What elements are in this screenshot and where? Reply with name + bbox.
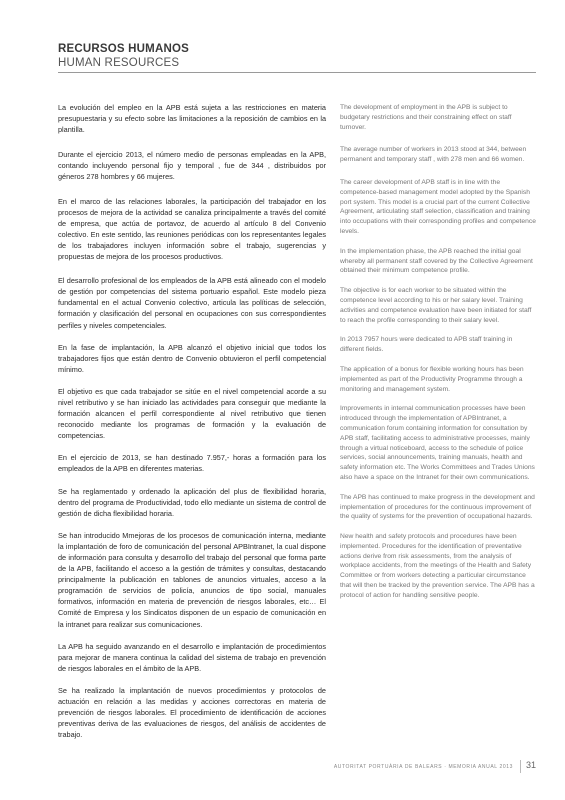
en-paragraph: In the implementation phase, the APB reached the initial goal whereby all permanent staff covered by the Collective Agreement obtained their minimum competence profile. [340, 247, 533, 275]
es-paragraph: Durante el ejercicio 2013, el número medio de personas empleadas en la APB, contando incluyendo personal fijo y temporal , fue de 344 , distribuidos por géneros 278 hombres y 66 mujeres. [58, 150, 326, 182]
en-paragraph: The career development of APB staff is in line with the competence-based management model adopted by the Spanish port system. This model is a crucial part of the current Collective Agreement, articulating staff selection, classification and training into occupations with their corresponding profiles and competence levels. [340, 178, 536, 235]
page-number: 31 [526, 760, 537, 770]
english-column [340, 103, 536, 601]
en-paragraph: New health and safety protocols and procedures have been implemented. Procedures for the identification of preventative actions derive from risk assessments, from the analysis of workplace accidents, from the meetings of the Health and Safety Committee or from workers detecting a particular circumstance that will then be tracked by the prevention service. The APB has a protocol of action for handling sensitive people. [340, 533, 535, 599]
es-paragraph: La APB ha seguido avanzando en el desarrollo e implantación de procedimientos para mejorar de manera continua la calidad del sistema de trabajo en prevención de riesgos laborales en el ámbito de la APB. [58, 641, 326, 673]
es-paragraph: En el marco de las relaciones laborales, la participación del trabajador en los procesos de mejora de la actividad se canaliza principalmente a través del comité de empresa, que actúa de portavoz, de acuerdo al artículo 8 del Convenio colectivo. En este sentido, las reuniones periódicas con los representantes legales de los trabajadores incluyen información sobre el trabajo, sugerencias y propuestas de mejora de los procesos productivos. [58, 196, 326, 262]
en-paragraph: The objective is for each worker to be situated within the competence level according to his or her salary level. Training activities and competence evaluation have been initiated for staff to reach the profile corresponding to their salary level. [340, 287, 532, 324]
section-title: RECURSOS HUMANOS [58, 43, 189, 55]
es-paragraph: El desarrollo profesional de los empleados de la APB está alineado con el modelo de gestión por competencias del sistema portuario español. Este modelo pieza fundamental en el actual Convenio colectivo, articula las políticas de selección, formación y clasificación del personal en ocupaciones con sus correspondientes perfiles y niveles competenciales. [58, 276, 326, 330]
en-paragraph: The application of a bonus for flexible working hours has been implemented as part of the Productivity Programme through a monitoring and management system. [340, 365, 524, 393]
en-paragraph: Improvements in internal communication processes have been introduced through the implementation of APBIntranet, a communication forum containing information for consultation by APB staff, facilitating access to administrative processes, mainly through a virtual noticeboard, access to the schedule of police services, social announcements, training manuals, health and safety information etc. The Works Committees and Trades Unions also have a space on the Intranet for their own communications. [340, 405, 535, 481]
footer-label: AUTORITAT PORTUÀRIA DE BALEARS · MEMORIA ANUAL 2013 [333, 764, 513, 770]
es-paragraph: Se ha reglamentado y ordenado la aplicación del plus de flexibilidad horaria, dentro del programa de Productividad, todo ello mediante un sistema de control de gestión de dicha flexibilidad horaria. [58, 486, 326, 518]
header-divider [58, 72, 536, 73]
en-paragraph: The APB has continued to make progress in the development and implementation of procedures for the continuous improvement of the quality of systems for the prevention of occupational hazards. [340, 493, 535, 521]
spanish-column [58, 102, 326, 740]
en-paragraph: The average number of workers in 2013 stood at 344, between permanent and temporary staff , with 278 men and 66 women. [340, 146, 527, 164]
en-paragraph: The development of employment in the APB is subject to budgetary restrictions and their constraining effect on staff turnover. [340, 104, 512, 131]
es-paragraph: Se ha realizado la implantación de nuevos procedimientos y protocolos de actuación en relación a las medidas y acciones correctoras en materia de prevención de riesgos laborales. El procedimiento de identificación de acciones preventivas deriva de las evaluaciones de riesgos, del análisis de accidentes de trabajo. [58, 685, 326, 740]
es-paragraph: Se han introducido Mmejoras de los procesos de comunicación interna, mediante la implantación de foro de comunicación del personal APBIntranet, la cual dispone de información para consulta y desarrollo del trabajo del personal que forma parte de la APB, facilitando el acceso a la gestión de trámites y consultas, destacando principalmente la publicación en tablones de anuncios virtuales, acceso a la programación de servicios de policía, anuncios de tipo social, manuales formativos, información en materia de prevención de riesgos laborales, etc… El Comité de Empresa y los Sindicatos disponen de un espacio de comunicación en la intranet para realizar sus comunicaciones. [58, 530, 326, 629]
es-paragraph: En la fase de implantación, la APB alcanzó el objetivo inicial que todos los trabajadores fijos que están dentro de Convenio obtuvieron el perfil competencial mínimo. [58, 342, 326, 374]
es-paragraph: El objetivo es que cada trabajador se sitúe en el nivel competencial acorde a su nivel retributivo y se han iniciado las actividades para conseguir que mediante la formación alcancen el perfil correspondiente al nivel retributivo que tienen reconocido mediante los programas de formación y la evaluación de competencias. [58, 386, 326, 441]
en-paragraph: In 2013 7957 hours were dedicated to APB staff training in different fields. [340, 336, 513, 354]
es-paragraph: En el ejercicio de 2013, se han destinado 7.957,- horas a formación para los empleados de la APB en diferentes materias. [58, 453, 326, 474]
es-paragraph: La evolución del empleo en la APB está sujeta a las restricciones en materia presupuestaria y su efecto sobre las limitaciones a la reposición de cambios en la plantilla. [58, 103, 326, 135]
section-subtitle: HUMAN RESOURCES [58, 57, 180, 69]
footer-divider [520, 760, 521, 773]
